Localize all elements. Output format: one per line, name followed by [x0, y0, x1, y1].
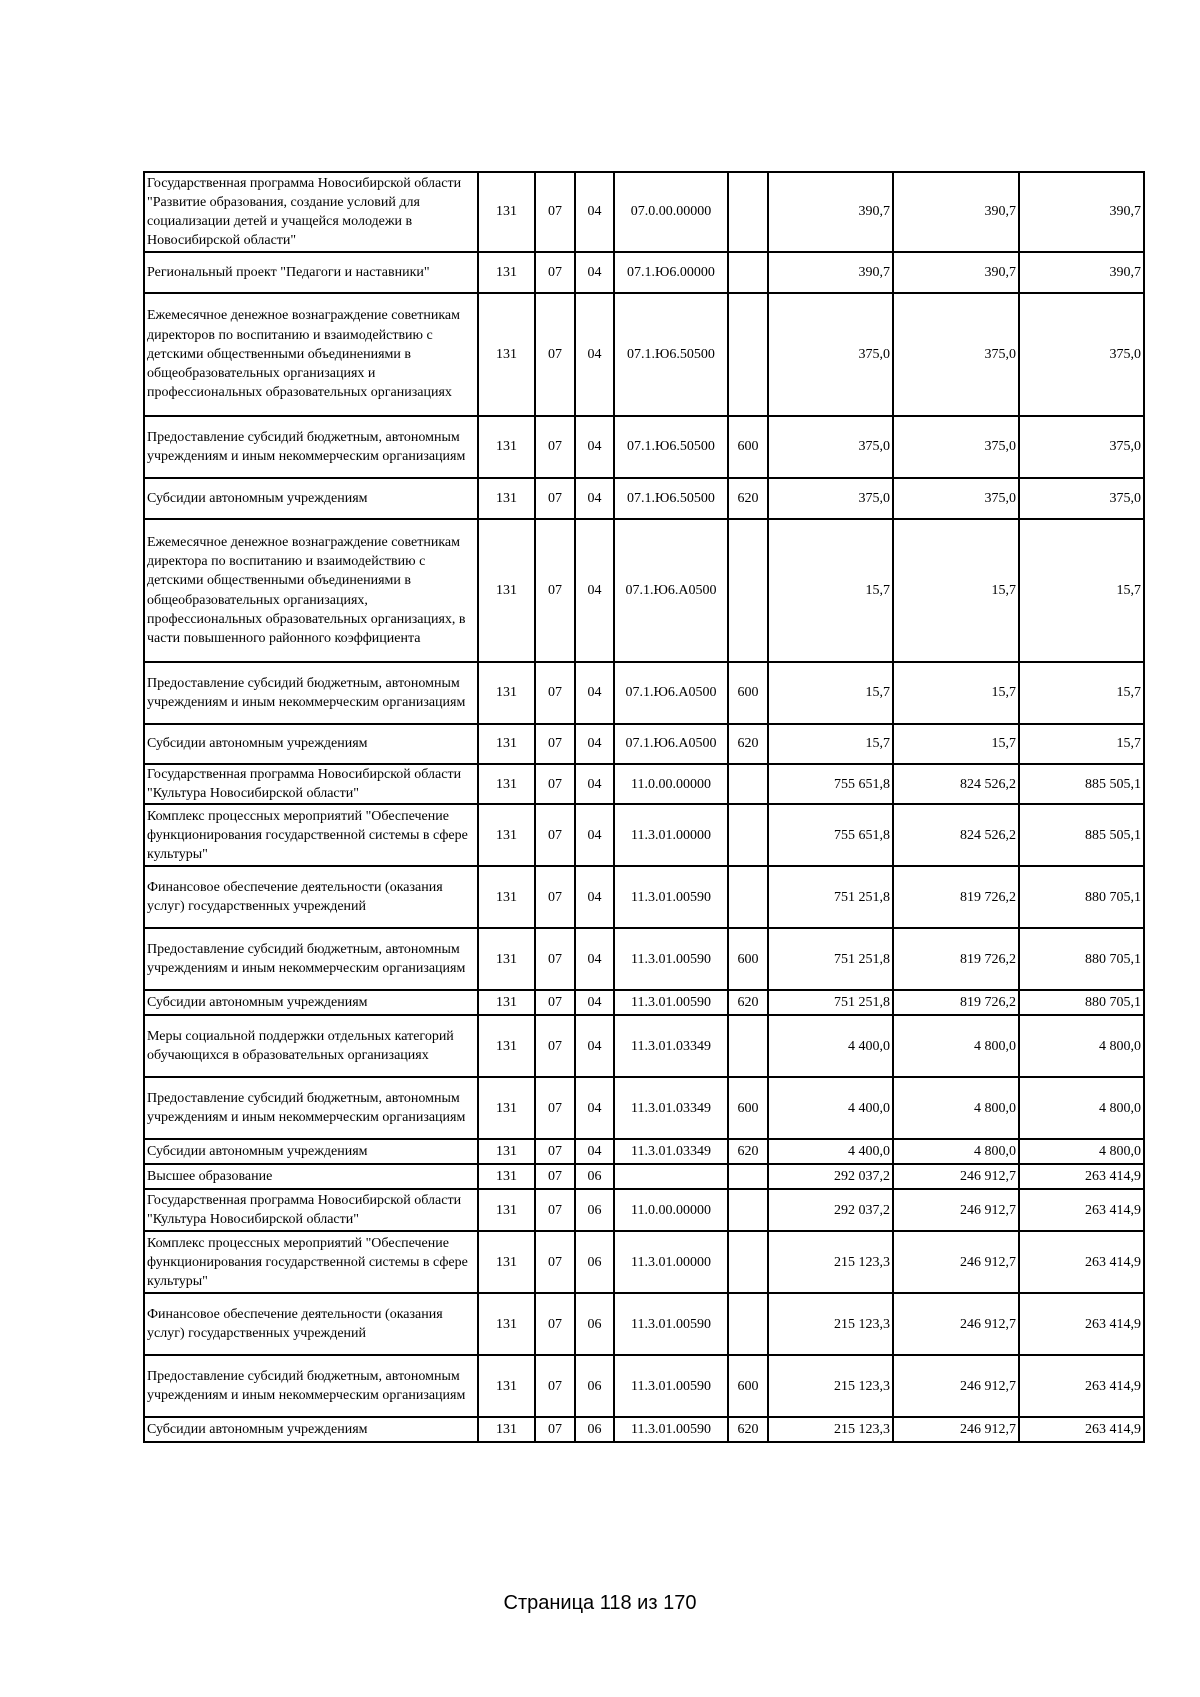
- row-expense-type-cell: 600: [728, 928, 768, 990]
- row-ministry-code-cell: 131: [478, 662, 535, 724]
- table-row: [144, 293, 1144, 416]
- row-amount-year2-cell: 819 726,2: [893, 990, 1019, 1015]
- table-row: [144, 1139, 1144, 1164]
- row-amount-year3-cell: 4 800,0: [1019, 1077, 1144, 1139]
- row-ministry-code-cell: 131: [478, 252, 535, 293]
- row-amount-year3-cell: 880 705,1: [1019, 866, 1144, 928]
- row-ministry-code-cell: 131: [478, 1189, 535, 1231]
- row-amount-year1-cell: 292 037,2: [768, 1189, 893, 1231]
- row-amount-year2-cell: 246 912,7: [893, 1293, 1019, 1355]
- row-expense-type-cell: 620: [728, 990, 768, 1015]
- row-section-cell: 07: [535, 1015, 575, 1077]
- row-section-cell: 07: [535, 172, 575, 252]
- row-name-cell: Государственная программа Новосибирской области "Культура Новосибирской области": [144, 764, 478, 804]
- row-ministry-code-cell: 131: [478, 1164, 535, 1189]
- row-amount-year3-cell: 263 414,9: [1019, 1355, 1144, 1417]
- row-expense-type-cell: 600: [728, 1077, 768, 1139]
- row-name-cell: Субсидии автономным учреждениям: [144, 724, 478, 764]
- row-target-article-cell: 11.0.00.00000: [614, 764, 728, 804]
- row-expense-type-cell: [728, 519, 768, 662]
- row-section-cell: 07: [535, 1417, 575, 1442]
- row-name-cell: Ежемесячное денежное вознаграждение советникам директоров по воспитанию и взаимодействию с детскими общественными объединениями в общеобразовательных организациях и профессиональных образовательных организациях: [144, 293, 478, 416]
- row-expense-type-cell: 620: [728, 1139, 768, 1164]
- row-subsection-cell: 06: [575, 1231, 614, 1293]
- table-row: [144, 519, 1144, 662]
- row-section-cell: 07: [535, 804, 575, 866]
- row-amount-year1-cell: 4 400,0: [768, 1077, 893, 1139]
- row-section-cell: 07: [535, 1189, 575, 1231]
- row-target-article-cell: 11.3.01.00590: [614, 1293, 728, 1355]
- row-amount-year2-cell: 390,7: [893, 252, 1019, 293]
- row-name-cell: Финансовое обеспечение деятельности (оказания услуг) государственных учреждений: [144, 866, 478, 928]
- row-name-cell: Субсидии автономным учреждениям: [144, 1139, 478, 1164]
- row-subsection-cell: 04: [575, 804, 614, 866]
- row-section-cell: 07: [535, 764, 575, 804]
- row-subsection-cell: 04: [575, 1077, 614, 1139]
- row-amount-year2-cell: 824 526,2: [893, 764, 1019, 804]
- row-amount-year2-cell: 4 800,0: [893, 1077, 1019, 1139]
- row-ministry-code-cell: 131: [478, 990, 535, 1015]
- row-amount-year2-cell: 15,7: [893, 519, 1019, 662]
- row-amount-year1-cell: 4 400,0: [768, 1015, 893, 1077]
- row-subsection-cell: 04: [575, 1139, 614, 1164]
- table-row: [144, 724, 1144, 764]
- row-amount-year1-cell: 215 123,3: [768, 1293, 893, 1355]
- row-amount-year1-cell: 15,7: [768, 519, 893, 662]
- row-target-article-cell: 11.3.01.03349: [614, 1139, 728, 1164]
- row-section-cell: 07: [535, 519, 575, 662]
- table-row: [144, 1231, 1144, 1293]
- table-row: [144, 866, 1144, 928]
- row-name-cell: Предоставление субсидий бюджетным, автономным учреждениям и иным некоммерческим организациям: [144, 1355, 478, 1417]
- table-row: [144, 1293, 1144, 1355]
- row-name-cell: Предоставление субсидий бюджетным, автономным учреждениям и иным некоммерческим организациям: [144, 1077, 478, 1139]
- row-ministry-code-cell: 131: [478, 928, 535, 990]
- row-target-article-cell: 11.3.01.00590: [614, 1355, 728, 1417]
- row-subsection-cell: 04: [575, 662, 614, 724]
- row-amount-year3-cell: 263 414,9: [1019, 1293, 1144, 1355]
- row-amount-year3-cell: 375,0: [1019, 293, 1144, 416]
- table-row: [144, 172, 1144, 252]
- table-row: [144, 804, 1144, 866]
- table-row: [144, 478, 1144, 519]
- row-amount-year1-cell: 15,7: [768, 724, 893, 764]
- row-ministry-code-cell: 131: [478, 724, 535, 764]
- row-expense-type-cell: [728, 1189, 768, 1231]
- row-name-cell: Государственная программа Новосибирской области "Культура Новосибирской области": [144, 1189, 478, 1231]
- row-target-article-cell: 11.3.01.03349: [614, 1077, 728, 1139]
- row-expense-type-cell: [728, 866, 768, 928]
- row-ministry-code-cell: 131: [478, 1077, 535, 1139]
- row-section-cell: 07: [535, 252, 575, 293]
- row-amount-year1-cell: 15,7: [768, 662, 893, 724]
- row-subsection-cell: 04: [575, 172, 614, 252]
- row-name-cell: Предоставление субсидий бюджетным, автономным учреждениям и иным некоммерческим организациям: [144, 662, 478, 724]
- row-ministry-code-cell: 131: [478, 172, 535, 252]
- row-amount-year3-cell: 390,7: [1019, 172, 1144, 252]
- row-target-article-cell: 11.3.01.00000: [614, 1231, 728, 1293]
- row-subsection-cell: 06: [575, 1189, 614, 1231]
- row-amount-year2-cell: 246 912,7: [893, 1417, 1019, 1442]
- row-amount-year1-cell: 755 651,8: [768, 804, 893, 866]
- row-amount-year2-cell: 824 526,2: [893, 804, 1019, 866]
- row-expense-type-cell: [728, 1164, 768, 1189]
- row-ministry-code-cell: 131: [478, 519, 535, 662]
- row-subsection-cell: 06: [575, 1355, 614, 1417]
- row-section-cell: 07: [535, 866, 575, 928]
- row-amount-year1-cell: 390,7: [768, 172, 893, 252]
- row-amount-year2-cell: 390,7: [893, 172, 1019, 252]
- row-amount-year1-cell: 375,0: [768, 478, 893, 519]
- row-target-article-cell: 11.3.01.00590: [614, 1417, 728, 1442]
- row-ministry-code-cell: 131: [478, 764, 535, 804]
- row-ministry-code-cell: 131: [478, 1355, 535, 1417]
- row-expense-type-cell: 600: [728, 662, 768, 724]
- row-amount-year2-cell: 4 800,0: [893, 1139, 1019, 1164]
- row-amount-year3-cell: 375,0: [1019, 416, 1144, 478]
- row-expense-type-cell: 600: [728, 1355, 768, 1417]
- row-subsection-cell: 04: [575, 990, 614, 1015]
- row-target-article-cell: 11.3.01.00590: [614, 928, 728, 990]
- row-amount-year2-cell: 375,0: [893, 416, 1019, 478]
- row-section-cell: 07: [535, 1164, 575, 1189]
- row-expense-type-cell: [728, 1293, 768, 1355]
- row-name-cell: Субсидии автономным учреждениям: [144, 1417, 478, 1442]
- table-row: [144, 1355, 1144, 1417]
- row-amount-year3-cell: 880 705,1: [1019, 990, 1144, 1015]
- row-expense-type-cell: [728, 1231, 768, 1293]
- row-name-cell: Комплекс процессных мероприятий "Обеспечение функционирования государственной системы в сфере культуры": [144, 1231, 478, 1293]
- row-subsection-cell: 04: [575, 724, 614, 764]
- table-row: [144, 1015, 1144, 1077]
- row-ministry-code-cell: 131: [478, 1139, 535, 1164]
- row-amount-year2-cell: 819 726,2: [893, 866, 1019, 928]
- row-amount-year1-cell: 215 123,3: [768, 1231, 893, 1293]
- row-section-cell: 07: [535, 990, 575, 1015]
- row-section-cell: 07: [535, 662, 575, 724]
- table-row: [144, 990, 1144, 1015]
- row-amount-year3-cell: 4 800,0: [1019, 1015, 1144, 1077]
- row-amount-year1-cell: 375,0: [768, 416, 893, 478]
- row-subsection-cell: 04: [575, 252, 614, 293]
- row-amount-year3-cell: 885 505,1: [1019, 804, 1144, 866]
- row-target-article-cell: 07.0.00.00000: [614, 172, 728, 252]
- row-target-article-cell: 07.1.Ю6.А0500: [614, 662, 728, 724]
- row-target-article-cell: 11.3.01.00000: [614, 804, 728, 866]
- row-name-cell: Комплекс процессных мероприятий "Обеспечение функционирования государственной системы в сфере культуры": [144, 804, 478, 866]
- row-amount-year3-cell: 263 414,9: [1019, 1189, 1144, 1231]
- row-amount-year2-cell: 819 726,2: [893, 928, 1019, 990]
- row-amount-year1-cell: 390,7: [768, 252, 893, 293]
- row-expense-type-cell: 620: [728, 724, 768, 764]
- row-ministry-code-cell: 131: [478, 1417, 535, 1442]
- row-target-article-cell: 11.0.00.00000: [614, 1189, 728, 1231]
- row-amount-year1-cell: 755 651,8: [768, 764, 893, 804]
- row-amount-year1-cell: 4 400,0: [768, 1139, 893, 1164]
- table-row: [144, 1164, 1144, 1189]
- row-expense-type-cell: 620: [728, 1417, 768, 1442]
- row-section-cell: 07: [535, 1139, 575, 1164]
- row-ministry-code-cell: 131: [478, 1231, 535, 1293]
- row-subsection-cell: 04: [575, 1015, 614, 1077]
- row-amount-year3-cell: 880 705,1: [1019, 928, 1144, 990]
- row-amount-year1-cell: 751 251,8: [768, 990, 893, 1015]
- table-row: [144, 252, 1144, 293]
- row-amount-year1-cell: 292 037,2: [768, 1164, 893, 1189]
- row-name-cell: Меры социальной поддержки отдельных категорий обучающихся в образовательных организациях: [144, 1015, 478, 1077]
- page-number-footer: Страница 118 из 170: [503, 1592, 697, 1614]
- budget-table-body: [144, 172, 1144, 1442]
- row-expense-type-cell: [728, 252, 768, 293]
- row-target-article-cell: 07.1.Ю6.50500: [614, 416, 728, 478]
- row-subsection-cell: 04: [575, 519, 614, 662]
- row-subsection-cell: 04: [575, 928, 614, 990]
- row-amount-year3-cell: 375,0: [1019, 478, 1144, 519]
- table-row: [144, 662, 1144, 724]
- row-name-cell: Региональный проект "Педагоги и наставники": [144, 252, 478, 293]
- row-amount-year2-cell: 246 912,7: [893, 1164, 1019, 1189]
- row-target-article-cell: 07.1.Ю6.А0500: [614, 519, 728, 662]
- row-expense-type-cell: [728, 172, 768, 252]
- row-amount-year3-cell: 15,7: [1019, 662, 1144, 724]
- row-amount-year2-cell: 375,0: [893, 478, 1019, 519]
- row-name-cell: Предоставление субсидий бюджетным, автономным учреждениям и иным некоммерческим организациям: [144, 416, 478, 478]
- row-name-cell: Ежемесячное денежное вознаграждение советникам директора по воспитанию и взаимодействию с детскими общественными объединениями в общеобразовательных организациях, профессиональных образовательных организациях, в части повышенного районного коэффициента: [144, 519, 478, 662]
- row-section-cell: 07: [535, 478, 575, 519]
- row-amount-year2-cell: 375,0: [893, 293, 1019, 416]
- row-ministry-code-cell: 131: [478, 416, 535, 478]
- table-row: [144, 1417, 1144, 1442]
- row-amount-year2-cell: 246 912,7: [893, 1355, 1019, 1417]
- row-subsection-cell: 06: [575, 1164, 614, 1189]
- row-subsection-cell: 04: [575, 866, 614, 928]
- row-expense-type-cell: [728, 804, 768, 866]
- row-expense-type-cell: [728, 1015, 768, 1077]
- row-section-cell: 07: [535, 1077, 575, 1139]
- row-amount-year3-cell: 263 414,9: [1019, 1417, 1144, 1442]
- row-amount-year2-cell: 15,7: [893, 724, 1019, 764]
- row-target-article-cell: [614, 1164, 728, 1189]
- row-name-cell: Государственная программа Новосибирской области "Развитие образования, создание условий для социализации детей и учащейся молодежи в Новосибирской области": [144, 172, 478, 252]
- row-amount-year2-cell: 15,7: [893, 662, 1019, 724]
- row-target-article-cell: 07.1.Ю6.00000: [614, 252, 728, 293]
- row-section-cell: 07: [535, 1355, 575, 1417]
- row-section-cell: 07: [535, 724, 575, 764]
- row-subsection-cell: 04: [575, 764, 614, 804]
- row-section-cell: 07: [535, 1293, 575, 1355]
- row-amount-year2-cell: 246 912,7: [893, 1231, 1019, 1293]
- row-amount-year1-cell: 215 123,3: [768, 1355, 893, 1417]
- row-amount-year2-cell: 246 912,7: [893, 1189, 1019, 1231]
- row-ministry-code-cell: 131: [478, 866, 535, 928]
- row-amount-year2-cell: 4 800,0: [893, 1015, 1019, 1077]
- row-expense-type-cell: 620: [728, 478, 768, 519]
- row-subsection-cell: 04: [575, 416, 614, 478]
- row-amount-year3-cell: 885 505,1: [1019, 764, 1144, 804]
- row-ministry-code-cell: 131: [478, 1293, 535, 1355]
- row-name-cell: Субсидии автономным учреждениям: [144, 990, 478, 1015]
- row-target-article-cell: 07.1.Ю6.50500: [614, 478, 728, 519]
- row-section-cell: 07: [535, 416, 575, 478]
- row-amount-year3-cell: 263 414,9: [1019, 1164, 1144, 1189]
- row-amount-year1-cell: 215 123,3: [768, 1417, 893, 1442]
- row-ministry-code-cell: 131: [478, 1015, 535, 1077]
- row-amount-year3-cell: 15,7: [1019, 724, 1144, 764]
- row-subsection-cell: 06: [575, 1417, 614, 1442]
- table-row: [144, 416, 1144, 478]
- row-target-article-cell: 07.1.Ю6.А0500: [614, 724, 728, 764]
- table-row: [144, 1189, 1144, 1231]
- row-amount-year3-cell: 390,7: [1019, 252, 1144, 293]
- row-section-cell: 07: [535, 293, 575, 416]
- row-name-cell: Высшее образование: [144, 1164, 478, 1189]
- row-target-article-cell: 11.3.01.00590: [614, 866, 728, 928]
- table-row: [144, 928, 1144, 990]
- row-amount-year1-cell: 751 251,8: [768, 928, 893, 990]
- row-expense-type-cell: 600: [728, 416, 768, 478]
- row-subsection-cell: 04: [575, 478, 614, 519]
- table-row: [144, 764, 1144, 804]
- budget-table: [143, 171, 1145, 1443]
- row-expense-type-cell: [728, 764, 768, 804]
- table-row: [144, 1077, 1144, 1139]
- row-section-cell: 07: [535, 1231, 575, 1293]
- row-amount-year3-cell: 4 800,0: [1019, 1139, 1144, 1164]
- row-amount-year3-cell: 15,7: [1019, 519, 1144, 662]
- row-expense-type-cell: [728, 293, 768, 416]
- row-target-article-cell: 11.3.01.03349: [614, 1015, 728, 1077]
- row-ministry-code-cell: 131: [478, 293, 535, 416]
- row-section-cell: 07: [535, 928, 575, 990]
- row-name-cell: Предоставление субсидий бюджетным, автономным учреждениям и иным некоммерческим организациям: [144, 928, 478, 990]
- row-ministry-code-cell: 131: [478, 804, 535, 866]
- row-name-cell: Субсидии автономным учреждениям: [144, 478, 478, 519]
- row-subsection-cell: 06: [575, 1293, 614, 1355]
- row-amount-year3-cell: 263 414,9: [1019, 1231, 1144, 1293]
- row-amount-year1-cell: 751 251,8: [768, 866, 893, 928]
- row-target-article-cell: 11.3.01.00590: [614, 990, 728, 1015]
- row-target-article-cell: 07.1.Ю6.50500: [614, 293, 728, 416]
- row-subsection-cell: 04: [575, 293, 614, 416]
- row-name-cell: Финансовое обеспечение деятельности (оказания услуг) государственных учреждений: [144, 1293, 478, 1355]
- row-amount-year1-cell: 375,0: [768, 293, 893, 416]
- row-ministry-code-cell: 131: [478, 478, 535, 519]
